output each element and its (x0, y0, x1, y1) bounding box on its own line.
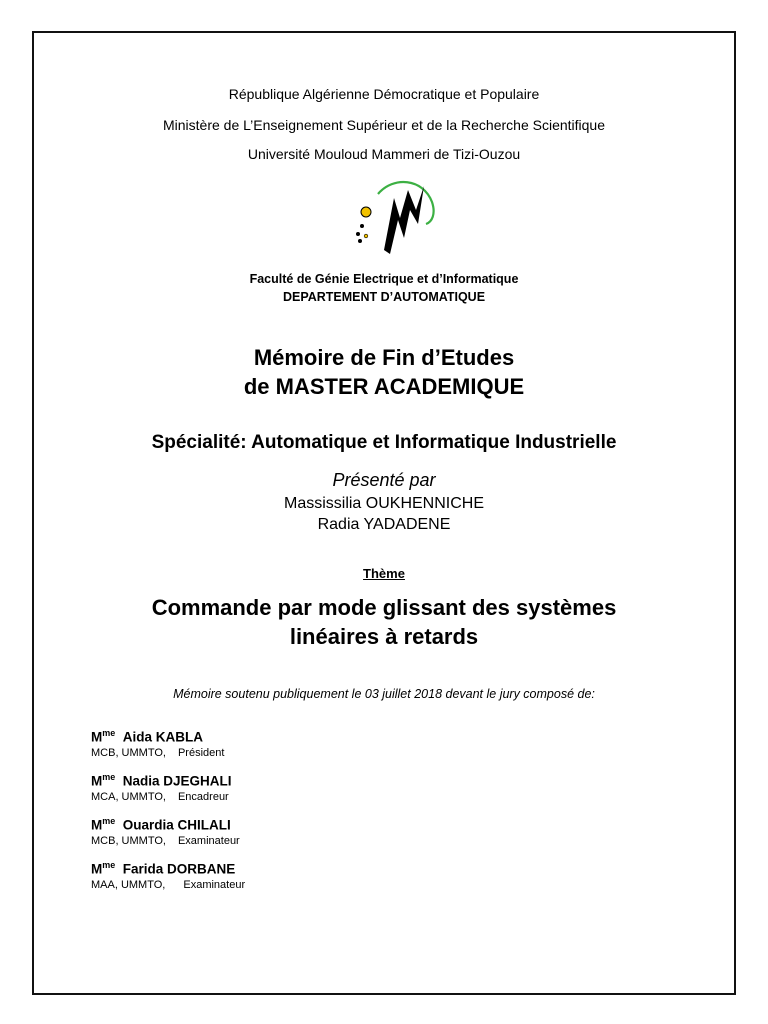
jury-title: M (91, 817, 103, 833)
jury-member (91, 772, 232, 803)
logo-sun (361, 207, 371, 217)
title-line-1: Mémoire de Fin d’Etudes (253, 345, 515, 370)
author-1: Massissilia OUKHENNICHE (283, 495, 485, 512)
jury-affiliation: MCB, UMMTO, (91, 834, 166, 847)
jury-title-sup: me (102, 860, 116, 870)
jury-role: Président (177, 746, 225, 759)
jury-title: M (91, 729, 103, 745)
jury-title: M (91, 861, 103, 877)
header-republic: République Algérienne Démocratique et Populaire (228, 86, 540, 102)
jury-affiliation: MAA, UMMTO, (91, 878, 166, 891)
specialty: Spécialité: Automatique et Informatique Industrielle (151, 432, 617, 453)
theme-line-1: Commande par mode glissant des systèmes (151, 595, 617, 620)
jury-role: Examinateur (177, 834, 240, 847)
logo-dot (358, 239, 362, 243)
jury-affiliation: MCB, UMMTO, (91, 746, 166, 759)
author-2: Radia YADADENE (317, 516, 451, 533)
jury-member-role-line (91, 835, 240, 847)
title-line-2: de MASTER ACADEMIQUE (243, 374, 525, 399)
jury-member-role-line (91, 747, 224, 759)
jury-role: Examinateur (183, 878, 246, 891)
jury-member-role-line (91, 791, 232, 803)
jury-member-name-line (91, 860, 245, 877)
jury-name: Ouardia CHILALI (122, 817, 231, 833)
jury-title-sup: me (102, 816, 116, 826)
jury-affiliation: MCA, UMMTO, (91, 790, 166, 803)
jury-title-sup: me (102, 728, 116, 738)
logo-emblem (384, 186, 424, 254)
university-logo (348, 176, 440, 258)
jury-title-sup: me (102, 772, 116, 782)
theme-label: Thème (363, 566, 405, 581)
jury-member (91, 816, 240, 847)
department-name: DEPARTEMENT D’AUTOMATIQUE (282, 290, 486, 304)
jury-member-name-line (91, 816, 240, 833)
header-university: Université Mouloud Mammeri de Tizi-Ouzou (247, 146, 521, 162)
jury-role: Encadreur (177, 790, 229, 803)
jury-member (91, 860, 245, 891)
logo-dot (364, 234, 368, 238)
defense-note: Mémoire soutenu publiquement le 03 juillet 2018 devant le jury composé de: (173, 687, 595, 701)
logo-dot (356, 232, 360, 236)
jury-title: M (91, 773, 103, 789)
faculty-name: Faculté de Génie Electrique et d’Informatique (249, 272, 519, 286)
theme-line-2: linéaires à retards (289, 624, 479, 649)
jury-member-name-line (91, 728, 224, 745)
logo-dot (360, 224, 364, 228)
header-ministry: Ministère de L’Enseignement Supérieur et de la Recherche Scientifique (162, 117, 606, 133)
jury-member-role-line (91, 879, 245, 891)
jury-member (91, 728, 224, 759)
jury-name: Aida KABLA (122, 729, 204, 745)
jury-name: Nadia DJEGHALI (122, 773, 232, 789)
presented-by: Présenté par (332, 470, 436, 490)
jury-name: Farida DORBANE (122, 861, 236, 877)
jury-member-name-line (91, 772, 232, 789)
